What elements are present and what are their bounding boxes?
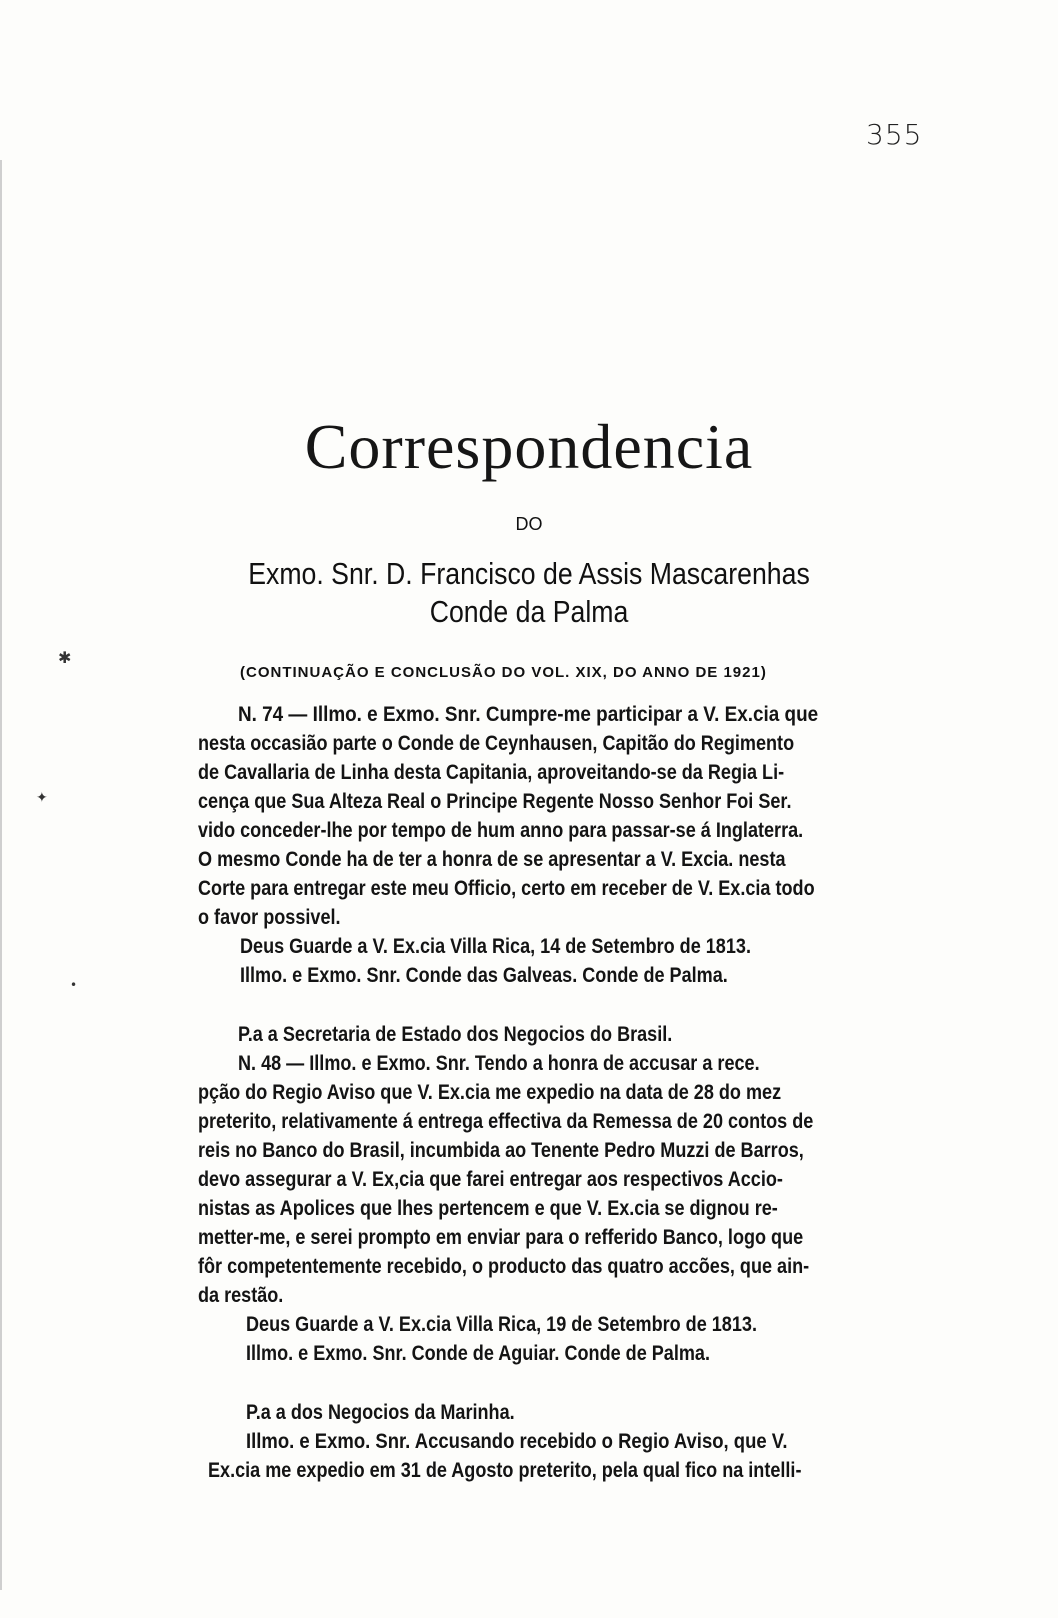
body-line: pção do Regio Aviso que V. Ex.cia me expedio na data de 28 do mez: [198, 1081, 782, 1104]
subtitle-do: DO: [515, 514, 543, 534]
body-line: P.a a Secretaria de Estado dos Negocios do Brasil.: [238, 1023, 673, 1046]
body-line: devo assegurar a V. Ex,cia que farei entregar aos respectivos Accio-: [198, 1168, 783, 1191]
body-line: nistas as Apolices que lhes pertencem e que V. Ex.cia se dignou re-: [198, 1197, 778, 1220]
body-line: Deus Guarde a V. Ex.cia Villa Rica, 19 de Setembro de 1813.: [246, 1313, 757, 1336]
body-line: metter-me, e serei prompto em enviar para o refferido Banco, logo que: [198, 1226, 804, 1249]
scan-mark: ✱: [58, 648, 72, 667]
continuation-note: (CONTINUAÇÃO E CONCLUSÃO DO VOL. XIX, DO ANNO DE 1921): [240, 664, 767, 681]
body-line: reis no Banco do Brasil, incumbida ao Tenente Pedro Muzzi de Barros,: [198, 1139, 804, 1162]
page-number: 355: [866, 118, 923, 151]
page-edge-shadow: [0, 160, 2, 1590]
body-line: o favor possivel.: [198, 906, 341, 929]
subtitle-title: Conde da Palma: [429, 594, 629, 629]
body-line: P.a a dos Negocios da Marinha.: [246, 1401, 515, 1424]
body-line: preterito, relativamente á entrega effectiva da Remessa de 20 contos de: [198, 1110, 814, 1133]
subtitle-author: Exmo. Snr. D. Francisco de Assis Mascarenhas: [248, 556, 810, 591]
body-line: N. 74 — Illmo. e Exmo. Snr. Cumpre-me participar a V. Ex.cia que: [238, 703, 819, 726]
body-line: Deus Guarde a V. Ex.cia Villa Rica, 14 de Setembro de 1813.: [240, 935, 751, 958]
body-line: vido conceder-lhe por tempo de hum anno para passar-se á Inglaterra.: [198, 819, 804, 842]
body-line: de Cavallaria de Linha desta Capitania, aproveitando-se da Regia Li-: [198, 761, 785, 784]
body-line: Illmo. e Exmo. Snr. Conde de Aguiar. Conde de Palma.: [246, 1342, 710, 1365]
page-title: Correspondencia: [304, 411, 754, 482]
scan-mark: •: [70, 978, 78, 992]
body-line: Illmo. e Exmo. Snr. Accusando recebido o Regio Aviso, que V.: [246, 1430, 788, 1453]
body-line: cença que Sua Alteza Real o Principe Regente Nosso Senhor Foi Ser.: [198, 790, 792, 813]
body-line: Illmo. e Exmo. Snr. Conde das Galveas. Conde de Palma.: [240, 964, 728, 987]
body-line: nesta occasião parte o Conde de Ceynhausen, Capitão do Regimento: [198, 732, 795, 755]
scan-mark: ✦: [36, 790, 48, 806]
body-line: N. 48 — Illmo. e Exmo. Snr. Tendo a honra de accusar a rece.: [238, 1052, 760, 1075]
body-line: fôr competentemente recebido, o producto das quatro accões, que ain-: [198, 1255, 810, 1278]
body-line: O mesmo Conde ha de ter a honra de se apresentar a V. Excia. nesta: [198, 848, 786, 871]
body-line: Corte para entregar este meu Officio, certo em receber de V. Ex.cia todo: [198, 877, 815, 900]
body-line: Ex.cia me expedio em 31 de Agosto preterito, pela qual fico na intelli-: [208, 1459, 802, 1482]
body-line: da restão.: [198, 1284, 284, 1307]
